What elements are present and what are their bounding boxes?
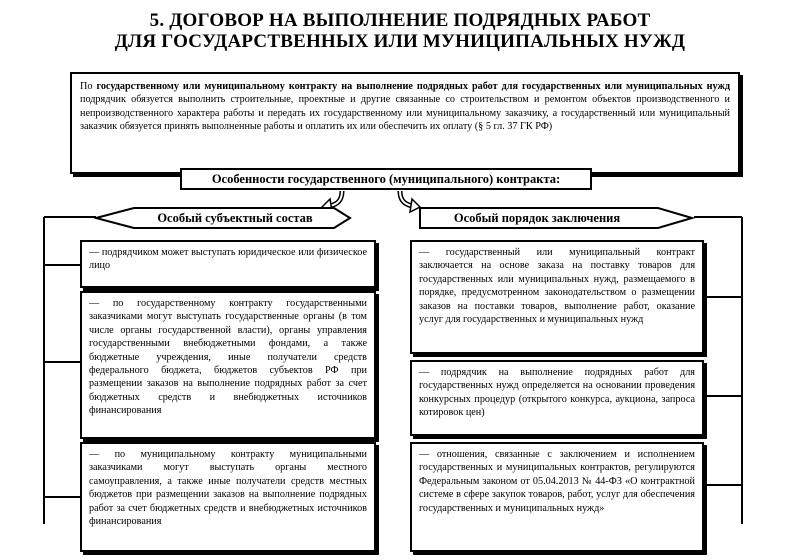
features-label: Особенности государственного (муниципального) контракта:: [180, 168, 592, 190]
left-item-2: — по государственному контракту государственными заказчиками могут выступать государственные органы (в том числе органы государственной власти), органы управления государственными внебюджетными фондами, а также бюджетные учреждения, иные получатели средств федерального бюджета, бюджетов субъектов РФ при размещении заказов на выполнение подрядных работ за счет бюджетных средств и внебюджетных источников финансирования: [80, 291, 376, 439]
page-title-line1: 5. ДОГОВОР НА ВЫПОЛНЕНИЕ ПОДРЯДНЫХ РАБОТ: [149, 10, 651, 31]
definition-box: [70, 72, 740, 174]
right-item-1: — государственный или муниципальный контракт заключается на основе заказа на поставку товаров для государственных или муниципальных нужд, размещаемого в порядке, предусмотренном законодательством о размещении заказов на поставки товаров, выполнение работ, оказание услуг для государственных и муниципальных нужд: [410, 240, 704, 354]
page-title-line2: ДЛЯ ГОСУДАРСТВЕННЫХ ИЛИ МУНИЦИПАЛЬНЫХ НУЖД: [114, 31, 686, 52]
right-curved-arrow-icon: [400, 191, 420, 212]
right-item-2: — подрядчик на выполнение подрядных работ для государственных нужд определяется на основании проведения конкурсных процедур (открытого конкурса, аукциона, запроса котировок цен): [410, 360, 704, 436]
right-heading: Особый порядок заключения: [453, 211, 621, 225]
left-heading: Особый субъектный состав: [157, 211, 313, 225]
definition-rest: подрядчик обязуется выполнить строительные, проектные и другие связанные со строительством и ремонтом объектов производственного и непроизводственного характера работы и передать их государственному или муниципальному заказчику, а государственный или муниципальный заказчик обязуется принять выполненные работы и оплатить их или обеспечить их оплату (§ 5 гл. 37 ГК РФ): [80, 94, 730, 133]
definition-bold: государственному или муниципальному контракту на выполнение подрядных работ для государственных или муниципальных нужд: [96, 81, 731, 92]
left-item-1: — подрядчиком может выступать юридическое или физическое лицо: [80, 240, 376, 288]
right-item-3: — отношения, связанные с заключением и исполнением государственных и муниципальных контрактов, регулируются Федеральным законом от 05.04.2013 № 44-ФЗ «О контрактной системе в сфере закупок товаров, работ, услуг для обеспечения государственных и муниципальных нужд»: [410, 442, 704, 552]
definition-prefix: По: [80, 81, 97, 92]
left-item-3: — по муниципальному контракту муниципальными заказчиками могут выступать органы местного самоуправления, а также иные получатели средств местных бюджетов при размещении заказов на выполнение подрядных работ за счет бюджетных средств и внебюджетных источников финансирования: [80, 442, 376, 552]
